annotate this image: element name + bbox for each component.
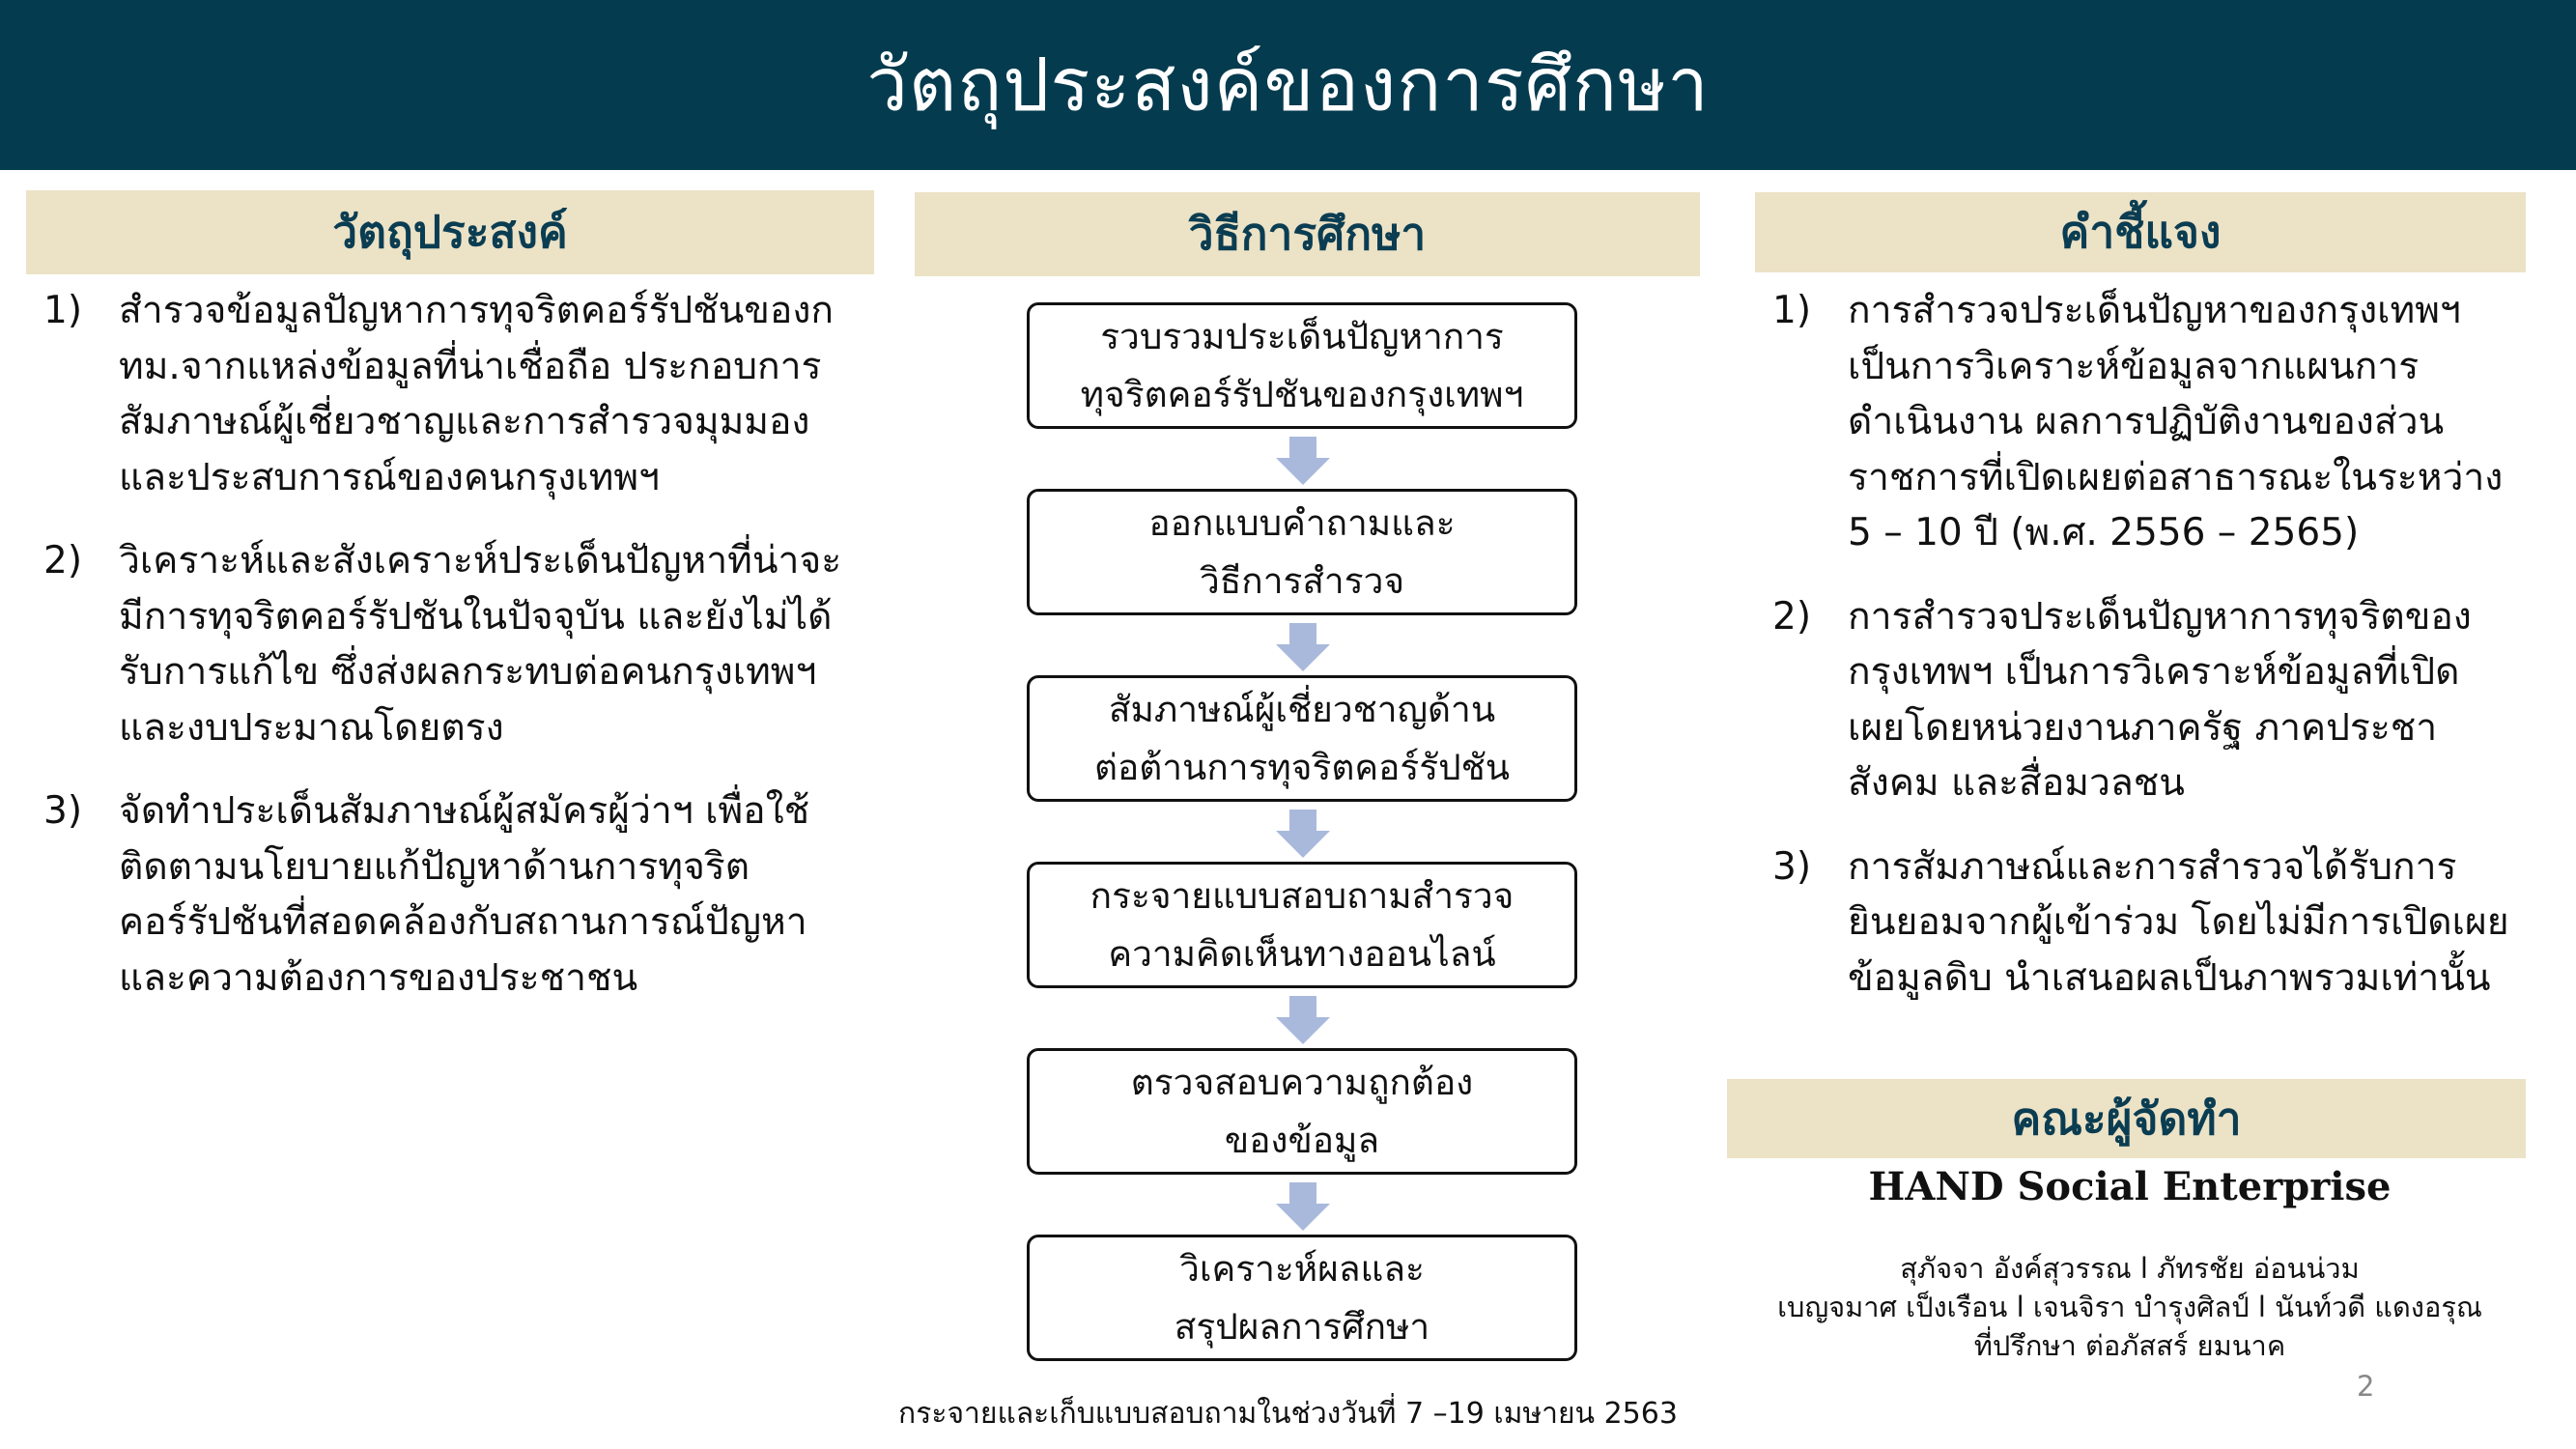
- method-step-2: ออกแบบคำถามและ วิธีการสำรวจ: [1027, 489, 1577, 615]
- method-step-5: ตรวจสอบความถูกต้อง ของข้อมูล: [1027, 1048, 1577, 1175]
- method-step-1: รวบรวมประเด็นปัญหาการ ทุจริตคอร์รัปชันของกรุงเทพฯ: [1027, 302, 1577, 429]
- objective-text: สำรวจข้อมูลปัญหาการทุจริตคอร์รัปชันของกทม.จากแหล่งข้อมูลที่น่าเชื่อถือ ประกอบการสัมภาษณ์ผู้เชี่ยวชาญและการสำรวจมุมมองและประสบการณ์ของคนกรุงเทพฯ: [119, 289, 835, 499]
- slide-title: วัตถุประสงค์ของการศึกษา: [866, 42, 1710, 128]
- note-text: การสำรวจประเด็นปัญหาของกรุงเทพฯ เป็นการวิเคราะห์ข้อมูลจากแผนการดำเนินงาน ผลการปฏิบัติงานของส่วนราชการที่เปิดเผยต่อสาธารณะในระหว่าง 5 – 10 ปี (พ.ศ. 2556 – 2565): [1848, 289, 2504, 554]
- title-bar: [0, 0, 2576, 170]
- objectives-heading-text: วัตถุประสงค์: [332, 206, 568, 258]
- down-arrow-icon: [1276, 996, 1330, 1044]
- objective-item: [43, 533, 860, 755]
- note-text: การสำรวจประเด็นปัญหาการทุจริตของกรุงเทพฯ เป็นการวิเคราะห์ข้อมูลที่เปิดเผยโดยหน่วยงานภาครัฐ ภาคประชาสังคม และสื่อมวลชน: [1848, 594, 2472, 805]
- team-members: [1729, 1249, 2531, 1365]
- method-step-6: วิเคราะห์ผลและ สรุปผลการศึกษา: [1027, 1235, 1577, 1361]
- note-number: 3): [1772, 844, 1812, 889]
- down-arrow-icon: [1276, 810, 1330, 858]
- advisor-line: ที่ปรึกษา ต่อภัสสร์ ยมนาค: [1973, 1329, 2286, 1362]
- objectives-heading: [26, 190, 874, 274]
- down-arrow-icon: [1276, 437, 1330, 485]
- organization-name: HAND Social Enterprise: [1868, 1164, 2392, 1209]
- note-item: [1772, 839, 2516, 1007]
- note-item: [1772, 589, 2516, 811]
- objective-number: 2): [43, 539, 83, 582]
- objectives-list: [43, 283, 860, 1006]
- objective-number: 3): [43, 789, 83, 833]
- survey-period-note: กระจายและเก็บแบบสอบถามในช่วงวันที่ 7 –19 เมษายน 2563: [898, 1397, 1678, 1431]
- note-number: 1): [1772, 289, 1812, 332]
- team-heading-text: คณะผู้จัดทำ: [2011, 1092, 2242, 1145]
- objective-item: [43, 283, 860, 505]
- methods-heading-text: วิธีการศึกษา: [1188, 208, 1427, 260]
- down-arrow-icon: [1276, 1182, 1330, 1231]
- notes-heading: [1755, 192, 2526, 272]
- page-number: 2: [2357, 1370, 2375, 1403]
- team-heading: [1727, 1079, 2526, 1158]
- note-text: การสัมภาษณ์และการสำรวจได้รับการยินยอมจากผู้เข้าร่วม โดยไม่มีการเปิดเผยข้อมูลดิบ นำเสนอผลเป็นภาพรวมเท่านั้น: [1848, 844, 2509, 1000]
- notes-list: [1772, 283, 2516, 1006]
- down-arrow-icon: [1276, 623, 1330, 671]
- objective-number: 1): [43, 289, 83, 332]
- team-members-line: เบญจมาศ เป็งเรือน l เจนจิรา บำรุงศิลป์ l นันท์วดี แดงอรุณ: [1777, 1291, 2482, 1323]
- methods-heading: [915, 192, 1700, 276]
- note-number: 2): [1772, 594, 1812, 639]
- objective-text: จัดทำประเด็นสัมภาษณ์ผู้สมัครผู้ว่าฯ เพื่อใช้ติดตามนโยบายแก้ปัญหาด้านการทุจริตคอร์รัปชันที่สอดคล้องกับสถานการณ์ปัญหา และความต้องการของประชาชน: [119, 789, 810, 1000]
- notes-heading-text: คำชี้แจง: [2059, 206, 2222, 258]
- method-step-4: กระจายแบบสอบถามสำรวจ ความคิดเห็นทางออนไลน์: [1027, 862, 1577, 988]
- team-members-line: สุภัจจา อังค์สุวรรณ l ภัทรชัย อ่อนน่วม: [1900, 1252, 2360, 1285]
- objective-text: วิเคราะห์และสังเคราะห์ประเด็นปัญหาที่น่าจะมีการทุจริตคอร์รัปชันในปัจจุบัน และยังไม่ได้รับการแก้ไข ซึ่งส่งผลกระทบต่อคนกรุงเทพฯ และงบประมาณโดยตรง: [119, 539, 842, 750]
- objective-item: [43, 783, 860, 1006]
- method-step-3: สัมภาษณ์ผู้เชี่ยวชาญด้าน ต่อต้านการทุจริตคอร์รัปชัน: [1027, 675, 1577, 802]
- note-item: [1772, 283, 2516, 561]
